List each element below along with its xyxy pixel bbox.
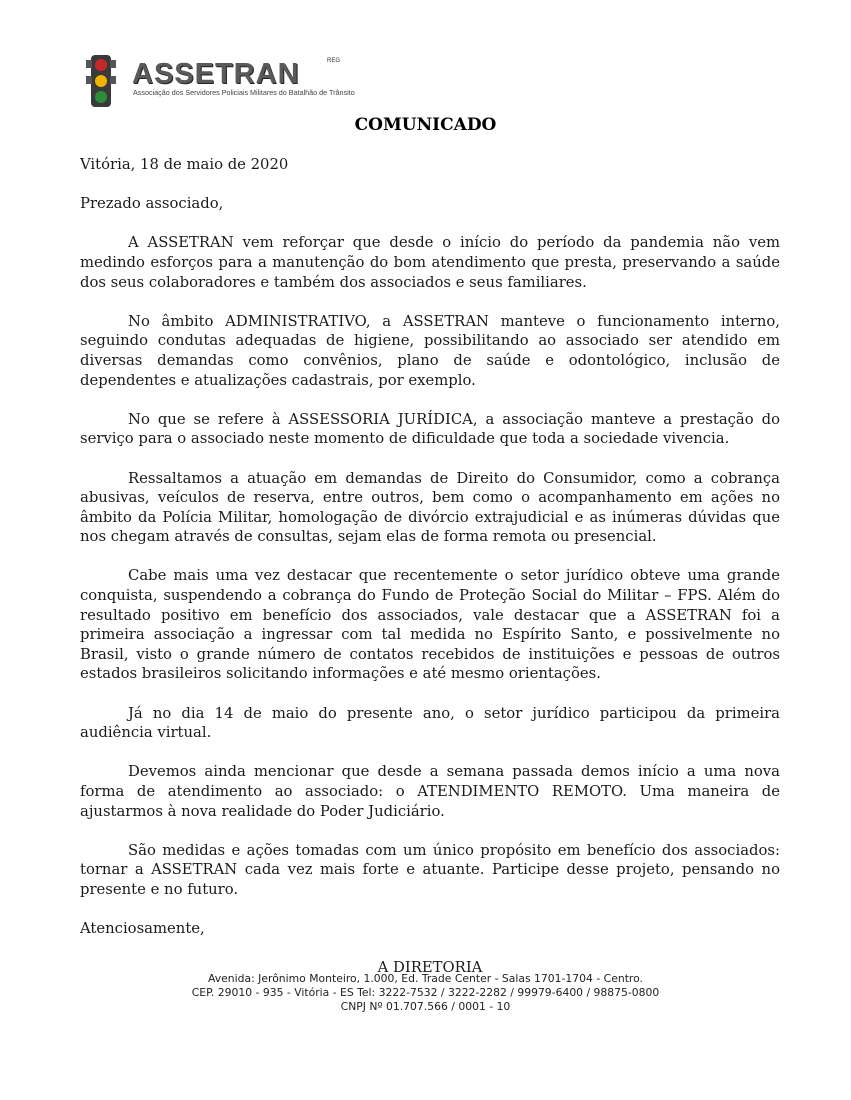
signature: A DIRETORIA (377, 959, 483, 977)
logo-subtitle: Associação dos Servidores Policiais Militares do Batalhão de Trânsito (133, 88, 355, 97)
footer-contact: CEP. 29010 - 935 - Vitória - ES Tel: 3222-7532 / 3222-2282 / 99979-6400 / 98875-0800 (191, 986, 660, 999)
paragraph-1: A ASSETRAN vem reforçar que desde o início do período da pandemia não vem medindo esforços para a manutenção do bom atendimento que presta, preservando a saúde dos seus colaboradores e também dos associados e seus familiares. (80, 234, 780, 291)
paragraph-8: São medidas e ações tomadas com um único propósito em benefício dos associados: tornar a ASSETRAN cada vez mais forte e atuante. Participe desse projeto, pensando no presente e no futuro. (80, 841, 780, 898)
footer-address: Avenida: Jerônimo Monteiro, 1.000, Ed. Trade Center - Salas 1701-1704 - Centro. (208, 972, 643, 985)
traffic-light-icon (86, 54, 116, 108)
footer-cnpj: CNPJ Nº 01.707.566 / 0001 - 10 (340, 1000, 511, 1013)
document-title: COMUNICADO (354, 115, 497, 135)
paragraph-5: Cabe mais uma vez destacar que recentemente o setor jurídico obteve uma grande conquista, suspendendo a cobrança do Fundo de Proteção Social do Militar – FPS. Além do resultado positivo em benefício dos associados, vale destacar que a ASSETRAN foi a primeira associação a ingressar com tal medida no Espírito Santo, e possivelmente no Brasil, visto o grande número de contatos recebidos de instituições e pessoas de outros estados brasileiros solicitando informações e até mesmo orientações. (80, 567, 780, 683)
footer (0, 972, 851, 1014)
paragraph-3: No que se refere à ASSESSORIA JURÍDICA, a associação manteve a prestação do serviço para o associado neste momento de dificuldade que toda a sociedade vivencia. (80, 410, 780, 448)
paragraph-6: Já no dia 14 de maio do presente ano, o setor jurídico participou da primeira audiência virtual. (80, 704, 780, 742)
paragraph-4: Ressaltamos a atuação em demandas de Direito do Consumidor, como a cobrança abusivas, veículos de reserva, entre outros, bem como o acompanhamento em ações no âmbito da Polícia Militar, homologação de divórcio extrajudicial e as inúmeras dúvidas que nos chegam através de consultas, sejam elas de forma remota ou presencial. (80, 469, 780, 546)
closing: Atenciosamente, (80, 920, 205, 938)
logo-name: ASSETRAN (132, 58, 300, 90)
salutation: Prezado associado, (80, 195, 224, 213)
paragraph-7: Devemos ainda mencionar que desde a semana passada demos início a uma nova forma de atendimento ao associado: o ATENDIMENTO REMOTO. Uma maneira de ajustarmos à nova realidade do Poder Judiciário. (80, 763, 780, 820)
date-line: Vitória, 18 de maio de 2020 (80, 156, 289, 173)
logo-registered-mark: REG (327, 58, 341, 64)
paragraph-2: No âmbito ADMINISTRATIVO, a ASSETRAN manteve o funcionamento interno, seguindo condutas adequadas de higiene, possibilitando ao associado ser atendido em diversas demandas como convênios, plano de saúde e odontológico, inclusão de dependentes e atualizações cadastrais, por exemplo. (80, 312, 780, 389)
letter-body (80, 155, 780, 978)
assetran-logo (80, 50, 355, 110)
